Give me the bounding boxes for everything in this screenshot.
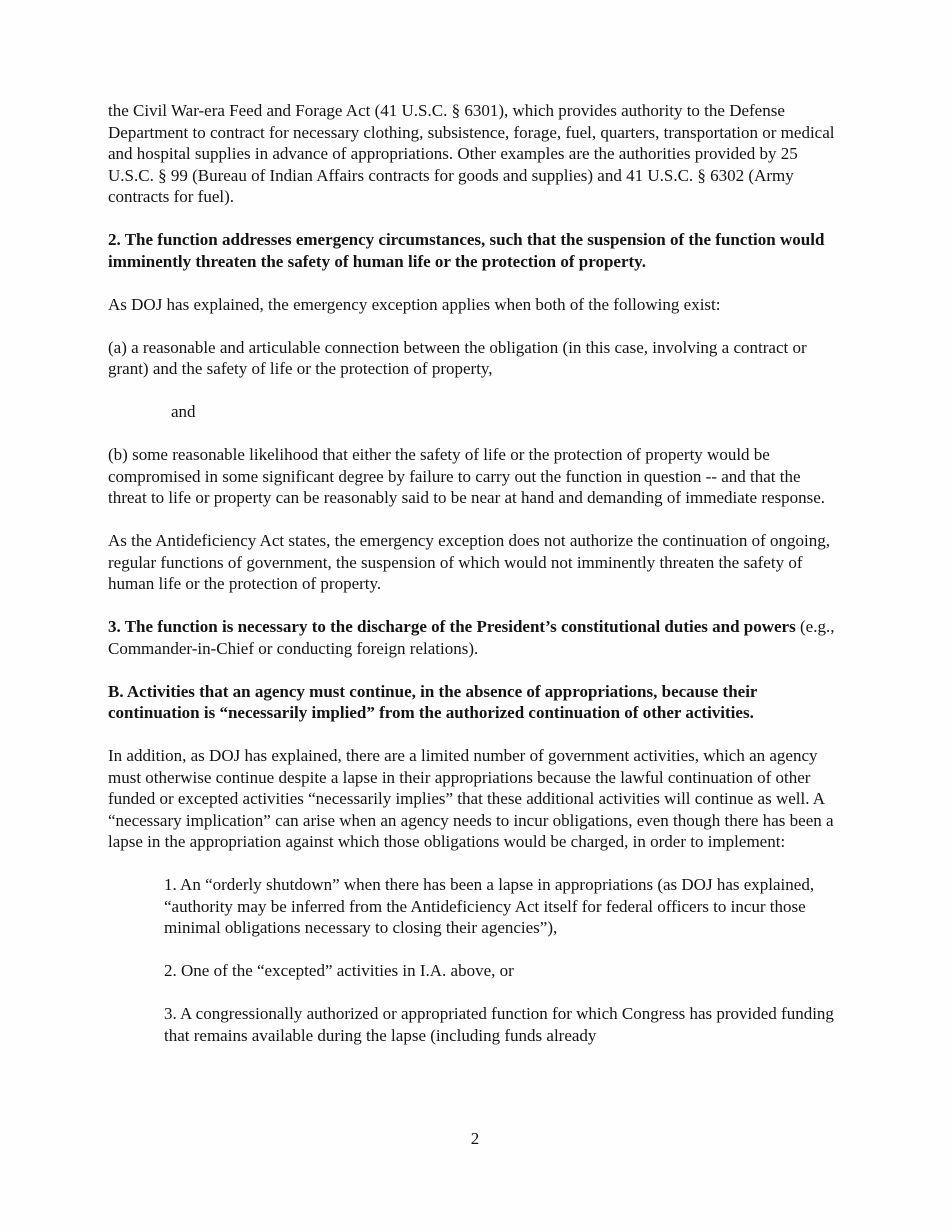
- paragraph-feed-forage: the Civil War-era Feed and Forage Act (41 U.S.C. § 6301), which provides authority to the Defense Department to contract for necessary clothing, subsistence, forage, fuel, quarters, transportation or medical and hospital supplies in advance of appropriations. Other examples are the authorities provided by 25 U.S.C. § 99 (Bureau of Indian Affairs contracts for goods and supplies) and 41 U.S.C. § 6302 (Army contracts for fuel).: [108, 101, 835, 206]
- document-body: [108, 100, 840, 1068]
- heading-president-duties-rest: (e.g., Commander-in-Chief or conducting foreign relations).: [108, 617, 835, 658]
- paragraph-and: and: [171, 402, 196, 421]
- heading-emergency-function: 2. The function addresses emergency circumstances, such that the suspension of the function would imminently threaten the safety of human life or the protection of property.: [108, 230, 825, 271]
- paragraph-condition-b: (b) some reasonable likelihood that either the safety of life or the protection of property would be compromised in some significant degree by failure to carry out the function in question -- and that the threat to life or property can be reasonably said to be near at hand and demanding of immediate response.: [108, 445, 826, 507]
- paragraph-antideficiency: As the Antideficiency Act states, the emergency exception does not authorize the continuation of ongoing, regular functions of government, the suspension of which would not imminently threaten the safety of human life or the protection of property.: [108, 531, 830, 593]
- list-item-excepted-activities: 2. One of the “excepted” activities in I.A. above, or: [164, 961, 514, 980]
- paragraph-necessary-implication: In addition, as DOJ has explained, there are a limited number of government activities, which an agency must otherwise continue despite a lapse in their appropriations because the lawful continuation of other funded or excepted activities “necessarily implies” that these additional activities will continue as well. A “necessary implication” can arise when an agency needs to incur obligations, even though there has been a lapse in the appropriation against which those obligations would be charged, in order to implement:: [108, 746, 834, 851]
- list-item-congressional-function: 3. A congressionally authorized or appropriated function for which Congress has provided funding that remains available during the lapse (including funds already: [164, 1004, 834, 1045]
- heading-president-duties: [108, 616, 840, 659]
- paragraph-emergency-intro: As DOJ has explained, the emergency exception applies when both of the following exist:: [108, 294, 721, 314]
- page-number: 2: [470, 1129, 480, 1148]
- heading-president-duties-bold: 3. The function is necessary to the discharge of the President’s constitutional duties and powers: [108, 617, 796, 636]
- paragraph-condition-a: (a) a reasonable and articulable connection between the obligation (in this case, involving a contract or grant) and the safety of life or the protection of property,: [108, 337, 807, 378]
- list-item-orderly-shutdown: 1. An “orderly shutdown” when there has been a lapse in appropriations (as DOJ has explained, “authority may be inferred from the Antideficiency Act itself for federal officers to incur those minimal obligations necessary to closing their agencies”),: [164, 875, 815, 937]
- heading-section-b: B. Activities that an agency must continue, in the absence of appropriations, because their continuation is “necessarily implied” from the authorized continuation of other activities.: [108, 681, 758, 722]
